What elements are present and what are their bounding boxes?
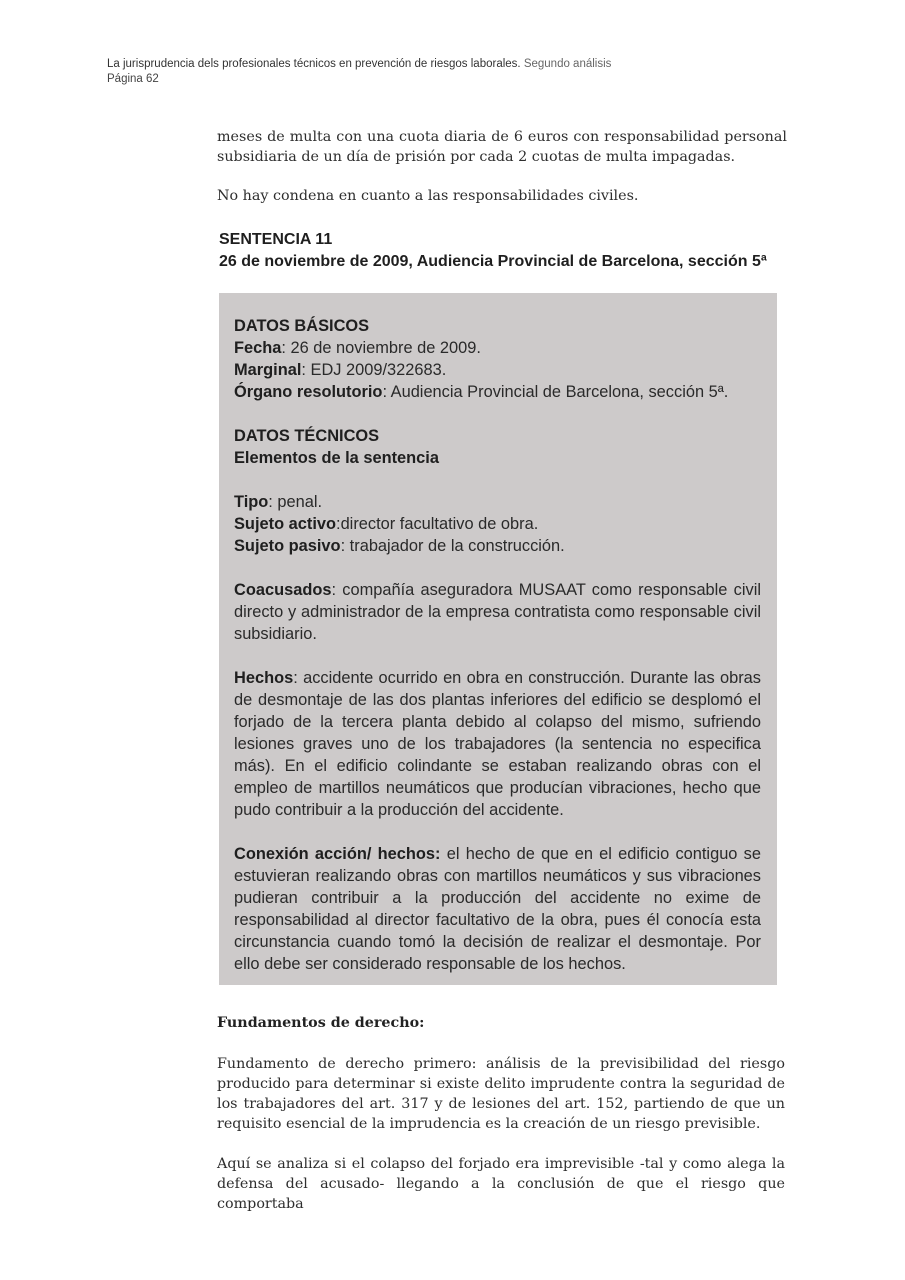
conexion-paragraph	[234, 843, 761, 975]
hechos-value: : accidente ocurrido en obra en construcción. Durante las obras de desmontaje de las dos plantas inferiores del edificio se desplomó el forjado de la tercera planta debido al colapso del mismo, sufriendo lesiones graves uno de los trabajadores (la sentencia no especifica más). En el edificio colindante se estaban realizando obras con el empleo de martillos neumáticos que producían vibraciones, hecho que pudo contribuir a la producción del accidente.	[234, 669, 761, 819]
sujeto-activo-value: :director facultativo de obra.	[336, 515, 539, 533]
fecha-row	[234, 337, 761, 359]
header-title: La jurisprudencia dels profesionales técnicos en prevención de riesgos laborales.	[107, 58, 521, 70]
datos-tecnicos-heading: DATOS TÉCNICOS	[234, 427, 380, 445]
marginal-row	[234, 359, 761, 381]
hechos-paragraph	[234, 667, 761, 821]
conexion-label: Conexión acción/ hechos:	[234, 845, 441, 863]
sujeto-activo-row	[234, 513, 761, 535]
coacusados-label: Coacusados	[234, 581, 332, 599]
sentencia-heading	[219, 229, 819, 273]
organo-value: : Audiencia Provincial de Barcelona, sección 5ª.	[382, 383, 729, 401]
fecha-label: Fecha	[234, 339, 282, 357]
marginal-label: Marginal	[234, 361, 302, 379]
sujeto-pasivo-label: Sujeto pasivo	[234, 537, 341, 555]
organo-label: Órgano resolutorio	[234, 383, 383, 401]
organo-row	[234, 381, 761, 403]
hechos-label: Hechos	[234, 669, 294, 687]
intro-paragraph-1: meses de multa con una cuota diaria de 6 euros con responsabilidad personal subsidiaria de un día de prisión por cada 2 cuotas de multa impagadas.	[217, 129, 787, 165]
coacusados-value: : compañía aseguradora MUSAAT como responsable civil directo y administrador de la empresa contratista como responsable civil subsidiario.	[234, 581, 761, 643]
header-subtitle: Segundo análisis	[523, 58, 612, 70]
tipo-value: : penal.	[268, 493, 323, 511]
sentencia-number: SENTENCIA 11	[219, 231, 333, 248]
page-number: Página 62	[107, 73, 159, 85]
tipo-label: Tipo	[234, 493, 269, 511]
header-title-line	[107, 57, 611, 72]
coacusados-paragraph	[234, 579, 761, 645]
running-header	[107, 57, 611, 87]
elementos-heading: Elementos de la sentencia	[234, 449, 439, 467]
fecha-value: : 26 de noviembre de 2009.	[281, 339, 481, 357]
tipo-row	[234, 491, 761, 513]
marginal-value: : EDJ 2009/322683.	[301, 361, 447, 379]
fundamentos-paragraph-2: Aquí se analiza si el colapso del forjado era imprevisible -tal y como alega la defensa del acusado- llegando a la conclusión de que el riesgo que comportaba	[217, 1156, 785, 1212]
datos-basicos-heading: DATOS BÁSICOS	[234, 317, 370, 335]
fundamentos-heading: Fundamentos de derecho:	[217, 1015, 425, 1031]
datos-box	[219, 293, 777, 985]
conexion-value: el hecho de que en el edificio contiguo se estuvieran realizando obras con martillos neumáticos y sus vibraciones pudieran contribuir a la producción del accidente no exime de responsabilidad al director facultativo de la obra, pues él conocía esta circunstancia cuando tomó la decisión de realizar el desmontaje. Por ello debe ser considerado responsable de los hechos.	[234, 845, 761, 973]
intro-paragraph-2: No hay condena en cuanto a las responsabilidades civiles.	[217, 188, 639, 204]
sujeto-pasivo-value: : trabajador de la construcción.	[340, 537, 565, 555]
fundamentos-paragraph-1: Fundamento de derecho primero: análisis de la previsibilidad del riesgo producido para determinar si existe delito imprudente contra la seguridad de los trabajadores del art. 317 y de lesiones del art. 152, partiendo de que un requisito esencial de la imprudencia es la creación de un riesgo previsible.	[217, 1056, 785, 1132]
sentencia-subtitle: 26 de noviembre de 2009, Audiencia Provincial de Barcelona, sección 5ª	[219, 253, 767, 270]
sujeto-activo-label: Sujeto activo	[234, 515, 337, 533]
sujeto-pasivo-row	[234, 535, 761, 557]
